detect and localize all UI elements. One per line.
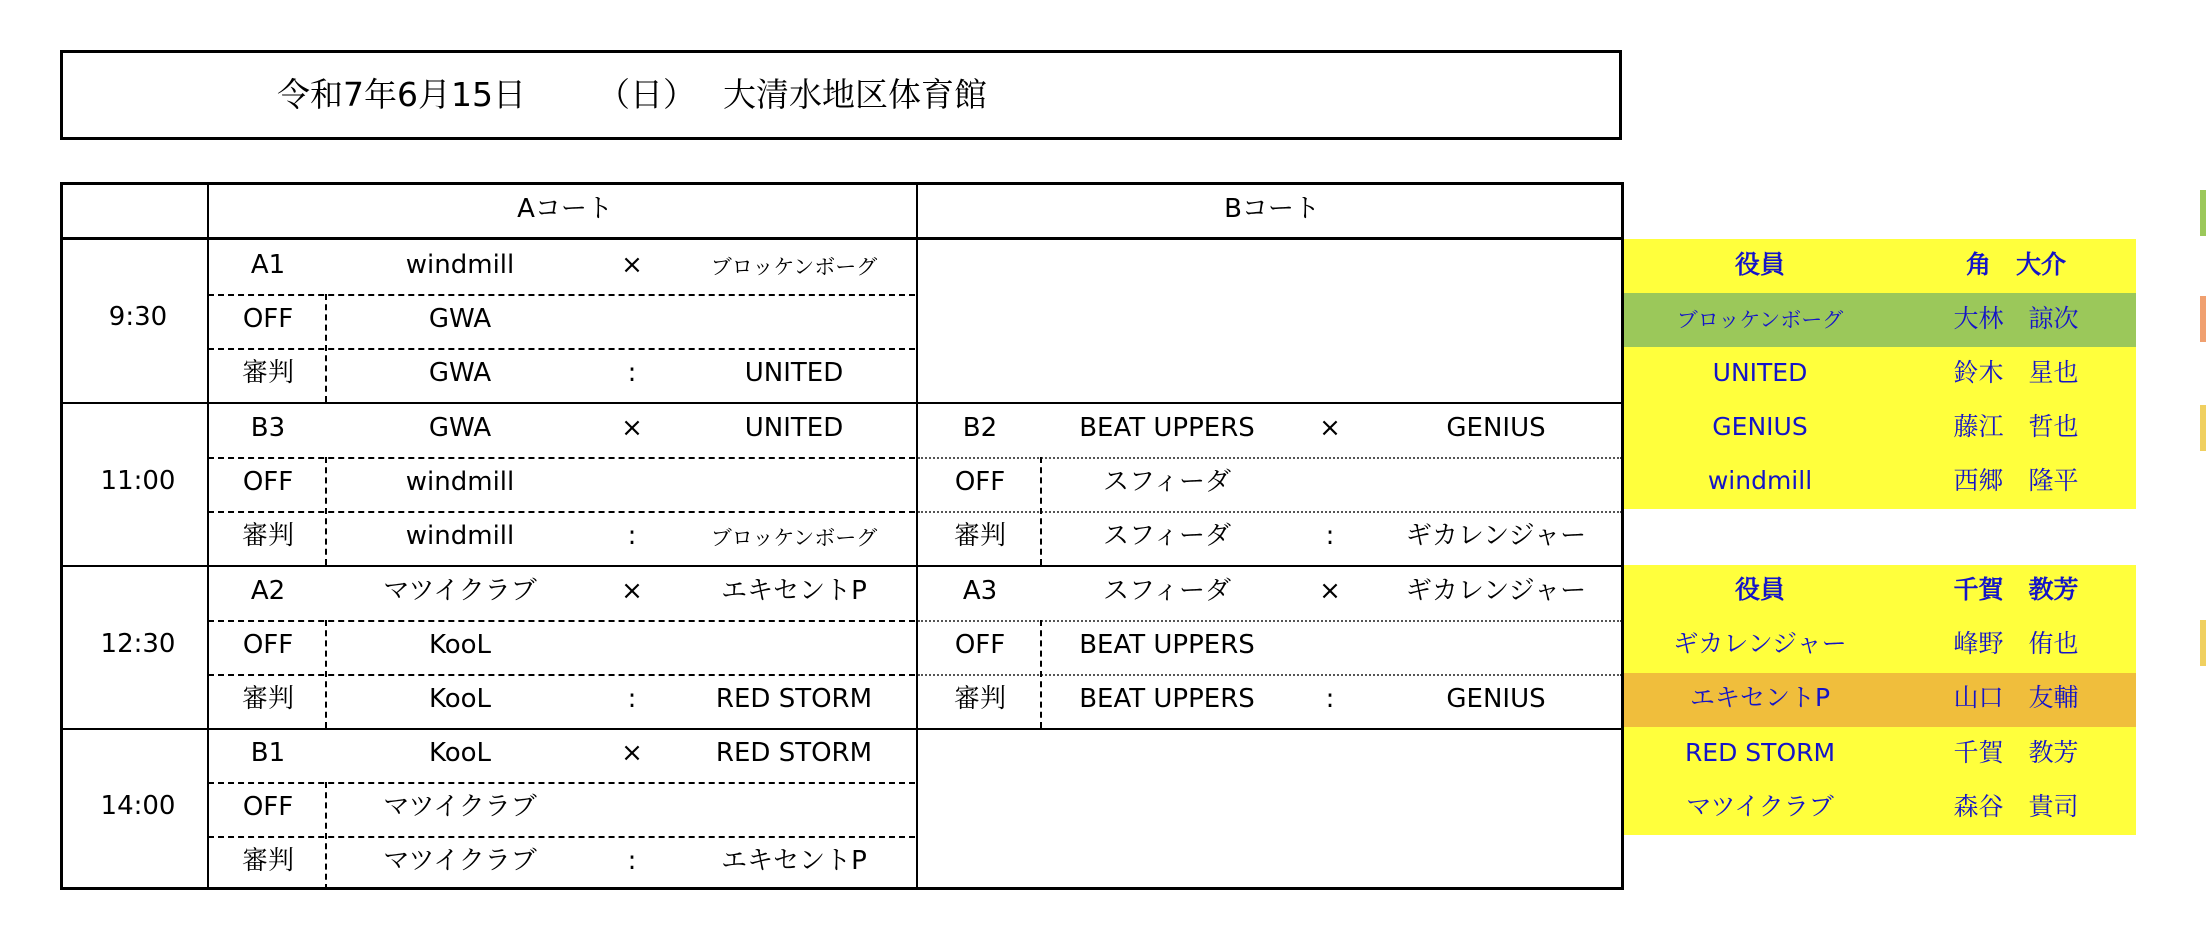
off-team: スフィーダ: [1103, 467, 1231, 497]
officials-title: 役員: [1734, 250, 1786, 279]
edge-mark: [2200, 296, 2206, 342]
official-name: 峰野 侑也: [1953, 629, 2079, 658]
home-team: GWA: [428, 413, 492, 443]
off-label: OFF: [954, 630, 1006, 660]
time-cell: 14:00: [100, 791, 176, 821]
ref-team: GWA: [428, 358, 492, 388]
vs-mark: ×: [1319, 413, 1341, 443]
match-code: A3: [962, 576, 998, 606]
off-team: KooL: [428, 630, 492, 660]
official-name: 鈴木 星也: [1953, 358, 2079, 387]
ref-team: windmill: [405, 521, 515, 551]
match-code: A1: [250, 250, 286, 280]
away-team: GENIUS: [1446, 413, 1546, 443]
away-team: RED STORM: [715, 738, 873, 768]
off-team: マツイクラブ: [383, 792, 537, 822]
ref-label: 審判: [241, 358, 295, 388]
officials-title: 役員: [1734, 575, 1786, 604]
ref-label: 審判: [241, 846, 295, 876]
edge-mark: [2200, 620, 2206, 666]
event-weekday: （日）: [597, 75, 696, 114]
court-b-header: Bコート: [1224, 194, 1320, 224]
ref-team: BEAT UPPERS: [1079, 684, 1255, 714]
official-name: 千賀 教芳: [1953, 738, 2079, 767]
schedule-table: [60, 182, 1624, 890]
official-name: 藤江 哲也: [1953, 412, 2079, 441]
away-team: UNITED: [744, 413, 844, 443]
ref-separator: :: [627, 846, 637, 876]
ref-separator: :: [627, 358, 637, 388]
off-team: BEAT UPPERS: [1079, 630, 1255, 660]
off-label: OFF: [242, 467, 294, 497]
time-cell: 12:30: [100, 629, 176, 659]
home-team: BEAT UPPERS: [1079, 413, 1255, 443]
ref-label: 審判: [241, 521, 295, 551]
official-name: 大林 諒次: [1953, 304, 2079, 333]
off-team: GWA: [428, 304, 492, 334]
official-team: マツイクラブ: [1686, 792, 1834, 821]
ref-team-2: RED STORM: [715, 684, 873, 714]
ref-team: KooL: [428, 684, 492, 714]
vs-mark: ×: [621, 738, 643, 768]
event-date: 令和7年6月15日: [277, 75, 526, 114]
official-team: windmill: [1707, 466, 1813, 495]
official-name: 西郷 隆平: [1953, 466, 2079, 495]
time-cell: 11:00: [100, 466, 176, 496]
time-cell: 9:30: [108, 302, 168, 332]
official-team: UNITED: [1712, 358, 1808, 387]
away-team: ブロッケンボーグ: [710, 255, 878, 279]
ref-separator: :: [1325, 684, 1335, 714]
official-team: RED STORM: [1684, 738, 1836, 767]
ref-team-2: ギカレンジャー: [1405, 521, 1587, 551]
ref-separator: :: [1325, 521, 1335, 551]
ref-team-2: エキセントP: [721, 846, 867, 876]
off-label: OFF: [242, 304, 294, 334]
official-team: GENIUS: [1712, 412, 1808, 441]
official-name: 角 大介: [1965, 250, 2067, 279]
ref-label: 審判: [241, 684, 295, 714]
vs-mark: ×: [1319, 576, 1341, 606]
vs-mark: ×: [621, 413, 643, 443]
home-team: KooL: [428, 738, 492, 768]
official-team: ブロッケンボーグ: [1676, 308, 1844, 332]
match-code: A2: [250, 576, 286, 606]
official-team: ギカレンジャー: [1673, 629, 1847, 658]
match-code: B3: [250, 413, 286, 443]
court-a-header: Aコート: [517, 194, 613, 224]
ref-team-2: GENIUS: [1446, 684, 1546, 714]
off-label: OFF: [242, 630, 294, 660]
off-label: OFF: [954, 467, 1006, 497]
edge-mark: [2200, 405, 2206, 451]
ref-team-2: UNITED: [744, 358, 844, 388]
off-team: windmill: [405, 467, 515, 497]
official-team: エキセントP: [1689, 683, 1831, 712]
ref-separator: :: [627, 521, 637, 551]
home-team: マツイクラブ: [383, 576, 537, 606]
away-team: エキセントP: [721, 576, 867, 606]
ref-team-2: ブロッケンボーグ: [710, 526, 878, 550]
title-box: [60, 50, 1622, 140]
official-name: 森谷 貴司: [1953, 792, 2079, 821]
vs-mark: ×: [621, 250, 643, 280]
home-team: スフィーダ: [1103, 576, 1231, 606]
home-team: windmill: [405, 250, 515, 280]
ref-label: 審判: [953, 684, 1007, 714]
match-code: B1: [250, 738, 286, 768]
event-venue: 大清水地区体育館: [723, 75, 987, 114]
ref-separator: :: [627, 684, 637, 714]
ref-team: マツイクラブ: [383, 846, 537, 876]
official-name: 山口 友輔: [1953, 683, 2079, 712]
match-code: B2: [962, 413, 998, 443]
off-label: OFF: [242, 792, 294, 822]
away-team: ギカレンジャー: [1405, 576, 1587, 606]
official-name: 千賀 教芳: [1953, 575, 2079, 604]
edge-mark: [2200, 190, 2206, 236]
ref-team: スフィーダ: [1103, 521, 1231, 551]
vs-mark: ×: [621, 576, 643, 606]
ref-label: 審判: [953, 521, 1007, 551]
